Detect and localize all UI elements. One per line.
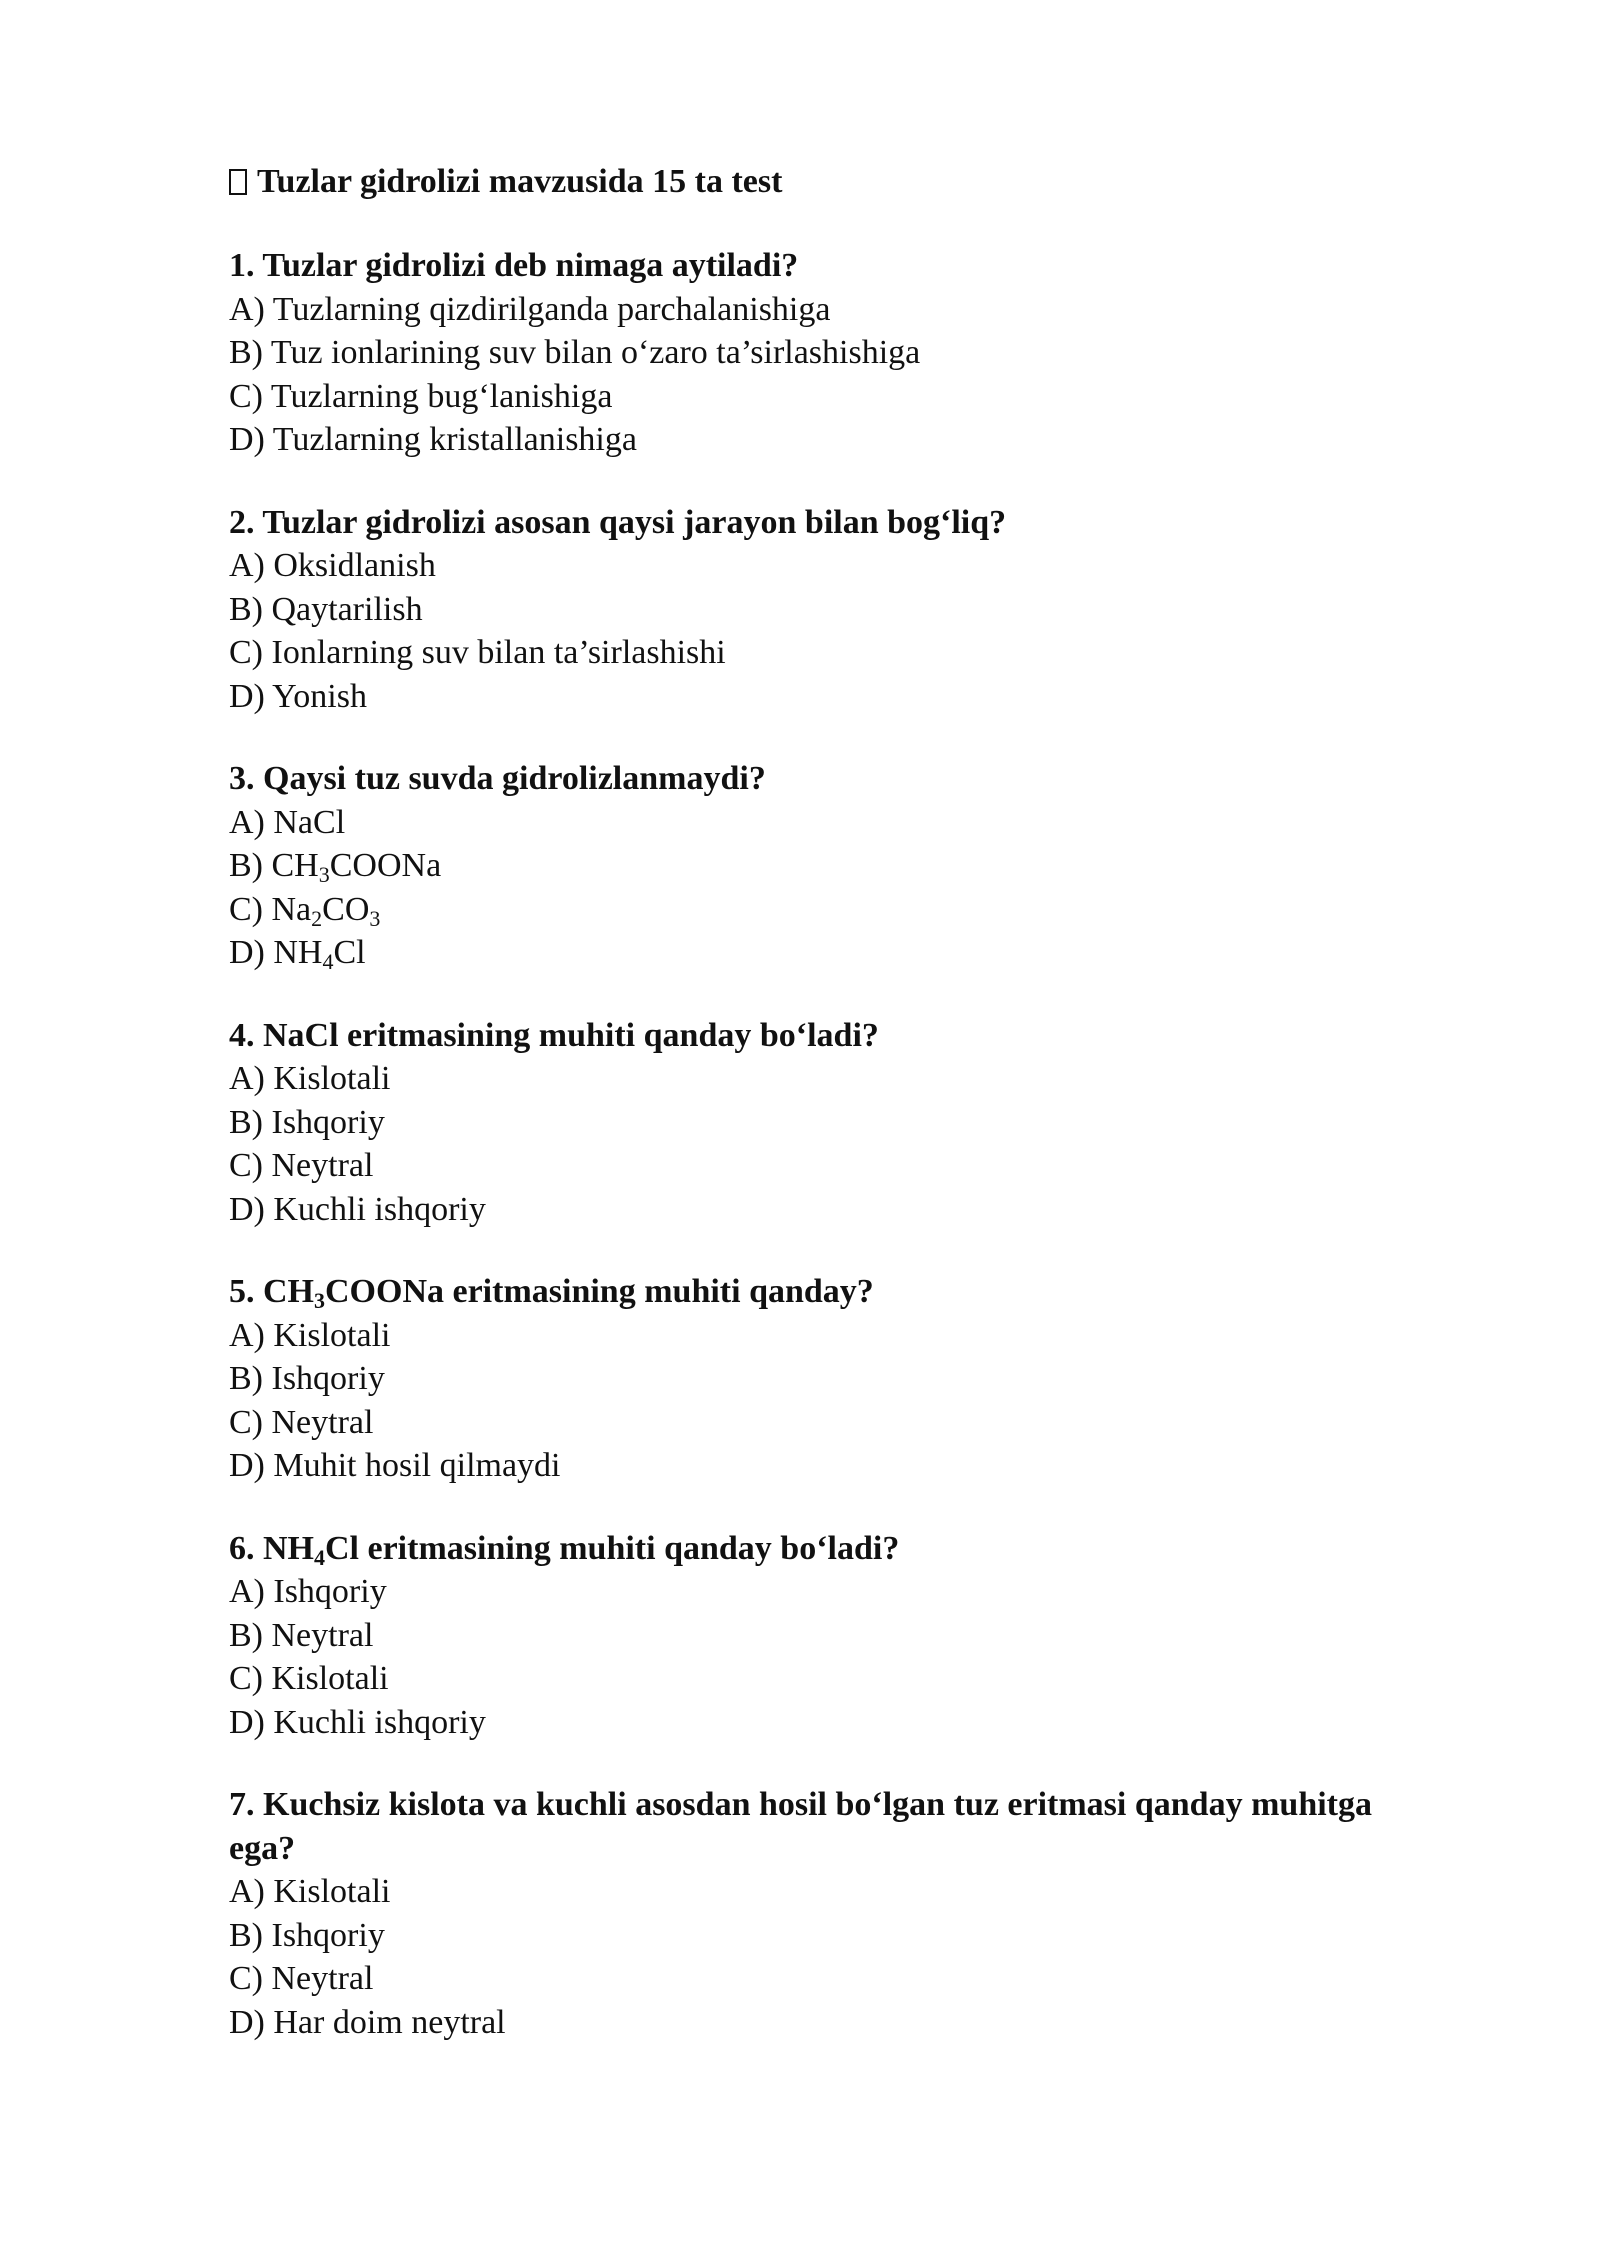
question-text: 1. Tuzlar gidrolizi deb nimaga aytiladi? — [229, 247, 799, 284]
option-d: D) Muhit hosil qilmaydi — [229, 1447, 561, 1484]
question-text: 3. Qaysi tuz suvda gidrolizlanmaydi? — [229, 760, 766, 797]
missing-glyph-icon — [229, 169, 247, 195]
option-b: B) Qaytarilish — [229, 590, 423, 628]
option-b: B) $CH_3COONa$ — [229, 847, 442, 887]
question-text: 6. $NH_4Cl$ eritmasining muhiti qanday bo‘ladi? — [229, 1529, 900, 1570]
option-b: B) Ishqoriy — [229, 1916, 385, 1954]
option-c: C) Neytral — [229, 1403, 374, 1441]
option-c: C) Tuzlarning bug‘lanishiga — [229, 377, 613, 415]
option-c: C) Ionlarning suv bilan ta’sirlashishi — [229, 634, 726, 671]
question-text: 7. Kuchsiz kislota va kuchli asosdan hosil bo‘lgan tuz eritmasi qanday muhitga ega? — [229, 1786, 1373, 1867]
option-b: B) Ishqoriy — [229, 1103, 385, 1141]
question-4 — [229, 1014, 1440, 1232]
option-a: A) NaCl — [229, 803, 346, 841]
option-c: C) $Na_2CO_3$ — [229, 890, 381, 931]
question-7 — [229, 1783, 1440, 2044]
option-d: D) Kuchli ishqoriy — [229, 1190, 486, 1228]
document-title-text: Tuzlar gidrolizi mavzusida 15 ta test — [257, 163, 783, 200]
option-a: A) Kislotali — [229, 1316, 391, 1354]
option-a: A) Tuzlarning qizdirilganda parchalanishiga — [229, 290, 831, 328]
option-a: A) Kislotali — [229, 1060, 391, 1097]
option-c: C) Kislotali — [229, 1660, 389, 1697]
option-d: D) Yonish — [229, 677, 367, 715]
option-b: B) Ishqoriy — [229, 1360, 385, 1397]
option-b: B) Tuz ionlarining suv bilan o‘zaro ta’sirlashishiga — [229, 334, 921, 371]
option-c: C) Neytral — [229, 1960, 374, 1997]
question-1 — [229, 244, 1440, 462]
option-c: C) Neytral — [229, 1147, 374, 1184]
question-text: 4. NaCl eritmasining muhiti qanday bo‘ladi? — [229, 1016, 879, 1054]
option-b: B) Neytral — [229, 1616, 374, 1654]
option-d: D) $NH_4Cl$ — [229, 934, 366, 974]
option-a: A) Kislotali — [229, 1873, 391, 1910]
question-6 — [229, 1527, 1440, 1745]
question-2 — [229, 501, 1440, 719]
option-a: A) Oksidlanish — [229, 547, 436, 584]
option-d: D) Tuzlarning kristallanishiga — [229, 421, 637, 458]
option-d: D) Har doim neytral — [229, 2003, 506, 2041]
option-a: A) Ishqoriy — [229, 1573, 387, 1610]
option-d: D) Kuchli ishqoriy — [229, 1703, 486, 1741]
question-5 — [229, 1270, 1440, 1488]
document-title — [229, 160, 1440, 203]
question-3 — [229, 757, 1440, 975]
question-text: 2. Tuzlar gidrolizi asosan qaysi jarayon bilan bog‘liq? — [229, 503, 1007, 541]
question-text: 5. $CH_3COONa$ eritmasining muhiti qanday? — [229, 1273, 874, 1313]
